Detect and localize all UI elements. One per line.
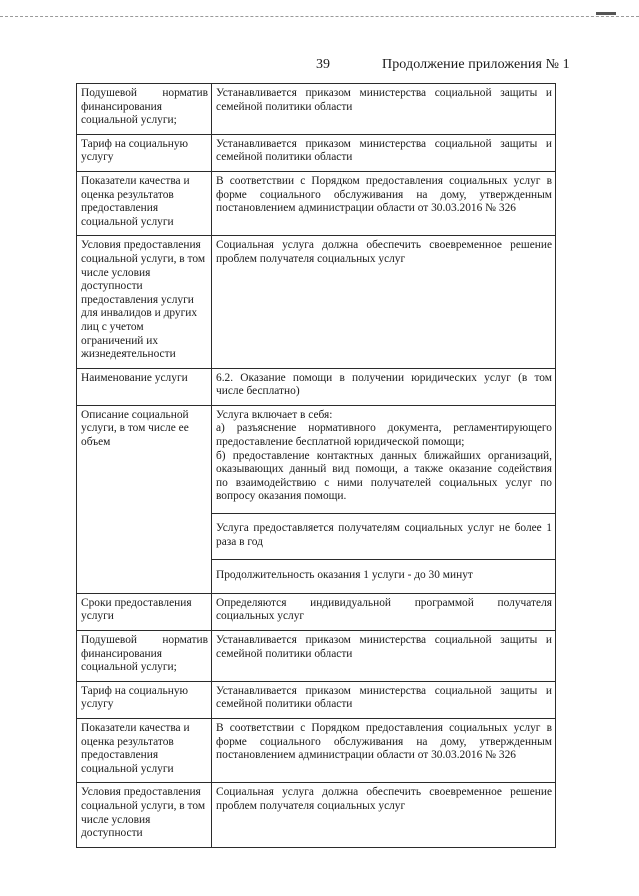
value-line: Социальная услуга должна обеспечить своевременное решение	[216, 786, 552, 799]
label-line: услугу	[81, 151, 114, 164]
label-line: ограничений их	[81, 334, 159, 347]
label-line: доступности	[81, 827, 143, 840]
label-line: оценка результатов	[81, 188, 174, 201]
continuation-title: Продолжение приложения № 1	[382, 57, 570, 72]
label-line: Наименование услуги	[81, 371, 188, 384]
value-line: В соответствии с Порядком предоставления социальных услуг в	[216, 721, 552, 734]
value-line: постановлением администрации области от 30.03.2016 № 326	[216, 749, 516, 762]
value-line: Устанавливается приказом министерства социальной защиты и	[216, 87, 552, 99]
table-row	[77, 236, 556, 368]
table-row	[77, 718, 556, 782]
value-line: семейной политики области	[216, 151, 353, 164]
label-line: социальной услуги	[81, 762, 174, 775]
value-line: Социальная услуга должна обеспечить своевременное решение	[216, 239, 552, 252]
label-line: Описание социальной	[81, 408, 189, 421]
table-row	[77, 593, 556, 630]
row-label	[77, 631, 212, 682]
label-line: лиц с учетом	[81, 320, 144, 333]
value-line: форме социального обслуживания на дому, утвержденным	[216, 188, 552, 201]
scan-mark	[596, 12, 616, 15]
row-label	[77, 718, 212, 782]
row-label	[77, 593, 212, 630]
label-line: финансирования	[81, 100, 162, 113]
value-line: семейной политики области	[216, 100, 353, 113]
row-label	[77, 368, 212, 405]
value-line: Устанавливается приказом министерства социальной защиты и	[216, 137, 552, 150]
label-line: социальной услуги, в том	[81, 799, 206, 812]
label-line: услугу	[81, 698, 114, 711]
table-row	[77, 368, 556, 405]
row-value	[212, 593, 556, 630]
row-value	[212, 368, 556, 405]
row-label	[77, 405, 212, 593]
label-line: Показатели качества и	[81, 174, 190, 187]
value-line: Услуга включает в себя:	[216, 408, 333, 421]
row-value	[212, 171, 556, 235]
label-line: объем	[81, 436, 111, 449]
table-row	[77, 134, 556, 171]
label-line: оценка результатов	[81, 735, 174, 748]
value-line: оказывающих данный вид помощи, а также оказание содействия	[216, 463, 552, 476]
value-line: а) разъяснение нормативного документа, регламентирующего	[216, 422, 552, 435]
table-row	[77, 783, 556, 847]
row-value	[212, 681, 556, 718]
row-value	[212, 236, 556, 368]
label-line: Тариф на социальную	[81, 137, 189, 150]
table-row	[77, 631, 556, 682]
value-line: раза в год	[216, 535, 263, 548]
value-line: Устанавливается приказом министерства социальной защиты и	[216, 684, 552, 697]
row-label	[77, 84, 212, 135]
scan-top-rule	[0, 16, 639, 17]
value-line: форме социального обслуживания на дому, утвержденным	[216, 735, 552, 748]
label-line: Условия предоставления	[81, 786, 201, 799]
table-row	[77, 681, 556, 718]
value-line: 6.2. Оказание помощи в получении юридических услуг (в том	[216, 371, 552, 384]
label-line: финансирования	[81, 647, 162, 660]
value-line: Устанавливается приказом министерства социальной защиты и	[216, 634, 552, 646]
label-line: социальной услуги;	[81, 661, 177, 674]
label-line: числе условия	[81, 813, 151, 826]
row-label	[77, 236, 212, 368]
label-line: Сроки предоставления	[81, 596, 192, 609]
label-line: Тариф на социальную	[81, 684, 189, 697]
row-value	[212, 84, 556, 135]
row-value	[212, 783, 556, 847]
table-row	[77, 405, 556, 513]
label-line: социальной услуги	[81, 215, 174, 228]
value-line: семейной политики области	[216, 698, 353, 711]
value-line: проблем получателя социальных услуг	[216, 252, 406, 265]
value-line: Определяются индивидуальной программой получателя	[216, 596, 552, 609]
value-line: б) предоставление контактных данных ближайших организаций,	[216, 449, 552, 462]
value-line: В соответствии с Порядком предоставления социальных услуг в	[216, 174, 552, 187]
label-line: услуги, в том числе ее	[81, 422, 189, 435]
label-line: Подушевой норматив	[81, 634, 208, 646]
table-row	[77, 84, 556, 135]
value-line: предоставление бесплатной юридической помощи;	[216, 436, 465, 449]
row-value	[212, 405, 556, 513]
value-line: социальных услуг	[216, 610, 305, 623]
value-line: числе бесплатно)	[216, 385, 300, 398]
label-line: предоставления	[81, 202, 159, 215]
label-line: социальной услуги;	[81, 114, 177, 127]
label-line: предоставления услуги	[81, 293, 194, 306]
row-value	[212, 718, 556, 782]
row-label	[77, 681, 212, 718]
label-line: Подушевой норматив	[81, 87, 208, 99]
table-row	[77, 171, 556, 235]
label-line: предоставления	[81, 749, 159, 762]
page-number: 39	[316, 57, 330, 72]
value-line: Продолжительность оказания 1 услуги - до 30 минут	[216, 569, 473, 582]
value-line: по взаимодействию с ними получателей социальных услуг по	[216, 476, 552, 489]
label-line: Показатели качества и	[81, 721, 190, 734]
value-line: семейной политики области	[216, 647, 353, 660]
label-line: жизнедеятельности	[81, 348, 176, 361]
label-line: доступности	[81, 280, 143, 293]
value-line: постановлением администрации области от 30.03.2016 № 326	[216, 202, 516, 215]
row-value	[212, 560, 556, 594]
label-line: для инвалидов и других	[81, 307, 198, 320]
label-line: Условия предоставления	[81, 239, 201, 252]
value-line: вопросу оказания помощи.	[216, 490, 347, 503]
row-label	[77, 134, 212, 171]
row-value	[212, 631, 556, 682]
service-table	[76, 83, 556, 848]
value-line: проблем получателя социальных услуг	[216, 799, 406, 812]
row-label	[77, 783, 212, 847]
label-line: услуги	[81, 610, 114, 623]
row-label	[77, 171, 212, 235]
value-line: Услуга предоставляется получателям социальных услуг не более 1	[216, 522, 552, 535]
row-value	[212, 134, 556, 171]
label-line: социальной услуги, в том	[81, 252, 206, 265]
label-line: числе условия	[81, 266, 151, 279]
row-value	[212, 514, 556, 560]
